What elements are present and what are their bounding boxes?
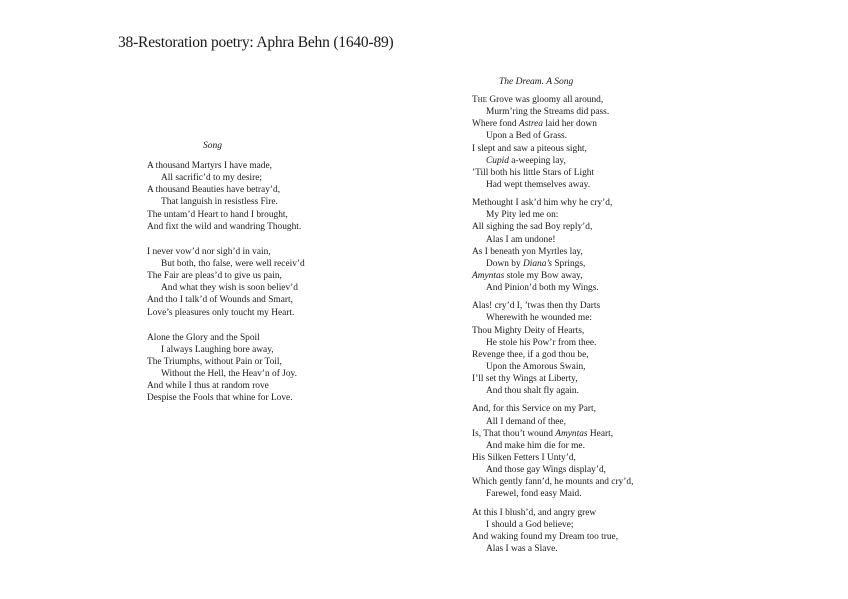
poem-line: Murm’ring the Streams did pass.	[486, 107, 610, 118]
poem-line: My Pity led me on:	[486, 210, 559, 221]
poem-line: I should a God believe;	[486, 519, 574, 530]
stanza	[472, 197, 633, 294]
poem-line: Alas I am undone!	[486, 234, 556, 245]
poem-line: Without the Hell, the Heav’n of Joy.	[161, 369, 297, 380]
poem-line: Amyntas stole my Bow away,	[472, 270, 583, 281]
poem-line: Wherewith he wounded me:	[486, 313, 592, 324]
poem-line: And thou shalt fly again.	[486, 386, 579, 397]
poem-line: Love’s pleasures only toucht my Heart.	[147, 307, 295, 318]
poem-line: Had wept themselves away.	[486, 179, 591, 190]
stanza	[472, 300, 633, 397]
page-title: 38-Restoration poetry: Aphra Behn (1640-89)	[118, 34, 394, 51]
poem-line: I slept and saw a piteous sight,	[472, 143, 587, 154]
poem-line: All sacrific’d to my desire;	[161, 173, 263, 184]
poem-line: Thou Mighty Deity of Hearts,	[472, 325, 585, 336]
poem-song	[147, 141, 305, 405]
poem-line: A thousand Beauties have betray’d,	[147, 185, 281, 196]
poem-line: And tho I talk’d of Wounds and Smart,	[147, 295, 293, 306]
poem-line: Despise the Fools that whine for Love.	[147, 393, 293, 404]
poem-line: Alone the Glory and the Spoil	[147, 332, 260, 343]
poem-line: Upon a Bed of Grass.	[486, 131, 567, 142]
poem-line: And waking found my Dream too true,	[472, 531, 619, 542]
poem-line: Revenge thee, if a god thou be,	[472, 349, 589, 360]
poem-line: That languish in resistless Fire.	[161, 197, 278, 208]
poem-line: A thousand Martyrs I have made,	[147, 161, 272, 171]
poem-line: And while I thus at random rove	[147, 381, 269, 392]
poem-line: And those gay Wings display’d,	[486, 465, 607, 476]
poem-line: Which gently fann’d, he mounts and cry’d,	[472, 477, 634, 488]
stanza	[147, 332, 305, 405]
poem-line: And what they wish is soon believ’d	[161, 283, 298, 294]
poem-line: Farewel, fond easy Maid.	[486, 489, 582, 500]
poem-line: Methought I ask’d him why he cry’d,	[472, 198, 613, 209]
poem-line: All I demand of thee,	[486, 416, 566, 427]
poem-line: I always Laughing bore away,	[161, 344, 274, 355]
poem-line: Is, That thou’t wound Amyntas Heart,	[472, 428, 614, 439]
poem-line: Where fond Astrea laid her down	[472, 119, 597, 130]
poem-line: His Silken Fetters I Unty’d,	[472, 452, 576, 463]
poem-title: The Dream. A Song	[499, 77, 574, 87]
poem-line: And, for this Service on my Part,	[472, 404, 596, 415]
poem-line: ’Till both his little Stars of Light	[472, 167, 595, 178]
poem-line: The untam’d Heart to hand I brought,	[147, 209, 288, 220]
poem-line: The Grove was gloomy all around,	[472, 95, 604, 105]
poem-line: And fixt the wild and wandring Thought.	[147, 221, 302, 232]
poem-line: But both, tho false, were well receiv’d	[161, 258, 305, 269]
poem-line: All sighing the sad Boy reply’d,	[472, 222, 593, 233]
poem-line: He stole his Pow’r from thee.	[486, 337, 597, 348]
poem-the-dream	[472, 77, 633, 555]
stanza	[472, 507, 633, 556]
poem-line: Alas I was a Slave.	[486, 543, 558, 554]
poem-line: Alas! cry’d I, ’twas then thy Darts	[472, 301, 601, 312]
stanza	[147, 246, 305, 319]
poem-line: Cupid a-weeping lay,	[486, 155, 566, 166]
poem-line: Down by Diana’s Springs,	[486, 258, 586, 269]
poem-line: As I beneath yon Myrtles lay,	[472, 246, 583, 257]
stanza	[472, 94, 633, 191]
poem-line: Upon the Amorous Swain,	[486, 361, 586, 372]
poem-line: I’ll set thy Wings at Liberty,	[472, 374, 578, 385]
stanza	[147, 160, 305, 233]
poem-line: I never vow’d nor sigh’d in vain,	[147, 246, 271, 257]
poem-line: At this I blush’d, and angry grew	[472, 507, 597, 518]
poem-line: The Triumphs, without Pain or Toil,	[147, 356, 282, 367]
poem-line: The Fair are pleas’d to give us pain,	[147, 271, 282, 282]
poem-line: And make him die for me.	[486, 440, 585, 451]
poem-title: Song	[203, 141, 222, 151]
stanza	[472, 403, 633, 500]
poem-line: And Pinion’d both my Wings.	[486, 283, 599, 294]
